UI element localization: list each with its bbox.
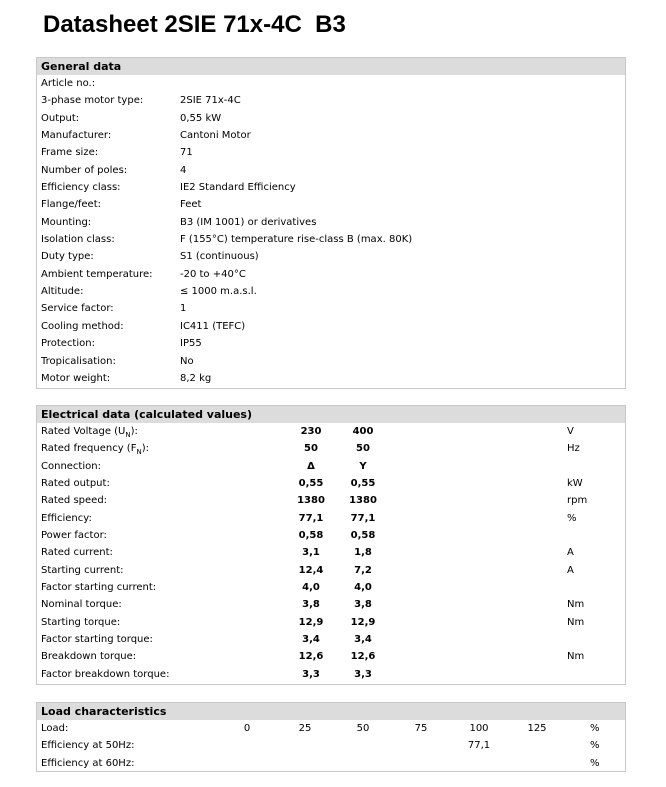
electrical-value-delta: 1380 [297,495,325,507]
load-cell: 50 [356,723,370,734]
electrical-label-text: Rated current: [41,547,113,559]
general-data-label: Duty type: [41,251,94,263]
general-data-row [37,127,625,144]
electrical-data-label [41,617,120,628]
general-data-row [37,318,625,335]
general-data-row [37,353,625,370]
load-cell: 75 [414,723,428,734]
general-data-label: Altitude: [41,286,84,298]
electrical-value-delta: 12,9 [298,616,324,628]
electrical-data-label [41,461,101,472]
electrical-value-star: 4,0 [354,582,372,594]
electrical-data-row [37,492,625,509]
electrical-label-suffix: ): [130,426,138,437]
electrical-data-label [41,478,110,489]
electrical-data-label [41,443,149,456]
electrical-data-section [36,405,626,685]
electrical-value-star: 400 [352,426,374,437]
electrical-label-text: Connection: [41,460,101,472]
electrical-label-suffix: ): [141,443,149,455]
general-data-value: Feet [180,199,202,211]
electrical-label-text: Rated output: [41,478,110,490]
general-data-label: Efficiency class: [41,182,121,194]
load-row-unit: % [590,740,600,752]
electrical-unit: % [567,512,577,524]
electrical-value-delta: 3,4 [302,634,320,646]
electrical-label-text: Starting current: [41,564,124,576]
electrical-label-text: Factor breakdown torque: [41,668,170,680]
electrical-data-row [37,648,625,665]
general-data-label: Article no.: [41,78,96,89]
electrical-data-label [41,669,169,680]
load-cell: 100 [469,723,489,734]
general-data-value: Cantoni Motor [180,130,251,142]
electrical-unit: rpm [567,495,588,507]
electrical-label-text: Power factor: [41,530,107,542]
load-row [37,720,625,737]
general-data-value: 8,2 kg [180,372,212,384]
general-data-label: Motor weight: [41,372,111,384]
electrical-value-star: 3,4 [354,634,372,646]
electrical-unit: Hz [567,443,580,455]
general-data-value: 71 [180,147,193,159]
general-data-value: 2SIE 71x-4C [180,95,241,107]
electrical-unit: V [567,426,574,437]
electrical-data-heading: Electrical data (calculated values) [37,406,625,423]
electrical-value-star: 77,1 [350,512,376,524]
load-cell: 77,1 [467,740,491,752]
general-data-label: Output: [41,112,80,124]
electrical-label-text: Factor starting torque: [41,634,153,646]
load-row-label: Efficiency at 50Hz: [41,740,135,752]
electrical-label-text: Breakdown torque: [41,651,137,663]
general-data-value: IP55 [180,338,202,350]
general-data-row [37,283,625,300]
electrical-data-row [37,510,625,527]
load-row-unit: % [590,723,600,734]
general-data-label: Service factor: [41,303,114,315]
load-cell: 0 [243,723,251,734]
electrical-value-delta: 12,4 [298,564,324,576]
page-title: Datasheet 2SIE 71x-4C B3 [43,11,346,38]
general-data-row [37,110,625,127]
electrical-data-label [41,565,124,576]
general-data-value: F (155°C) temperature rise-class B (max. 80K) [180,234,413,246]
electrical-value-delta: 4,0 [302,582,320,594]
general-data-label: Cooling method: [41,320,124,332]
general-data-row [37,266,625,283]
general-data-label: Ambient temperature: [41,268,153,280]
electrical-value-delta: 77,1 [298,512,324,524]
electrical-data-label [41,651,136,662]
electrical-value-delta: Δ [307,460,315,472]
electrical-data-row [37,527,625,544]
electrical-data-row [37,614,625,631]
electrical-value-star: 12,9 [350,616,376,628]
electrical-value-delta: 0,58 [298,530,324,542]
electrical-label-text: Factor starting current: [41,582,157,594]
electrical-value-star: 50 [356,443,370,455]
load-characteristics-section [36,702,626,772]
general-data-row [37,335,625,352]
electrical-value-delta: 3,3 [302,668,320,680]
general-data-heading: General data [37,58,625,75]
load-row-label: Efficiency at 60Hz: [41,757,135,769]
electrical-value-star: 1,8 [354,547,372,559]
electrical-data-row [37,544,625,561]
load-row-label: Load: [41,723,69,734]
general-data-section [36,57,626,389]
electrical-data-label [41,513,92,524]
general-data-row [37,248,625,265]
electrical-data-label [41,599,122,610]
general-data-row [37,214,625,231]
general-data-value: ≤ 1000 m.a.s.l. [180,286,257,298]
load-cell: 125 [527,723,547,734]
electrical-data-label [41,634,153,645]
general-data-row [37,75,625,92]
electrical-label-text: Rated speed: [41,495,108,507]
general-data-label: Mounting: [41,216,92,228]
load-row-unit: % [590,757,600,769]
electrical-value-delta: 50 [304,443,318,455]
electrical-unit: Nm [567,616,585,628]
electrical-value-star: 3,8 [354,599,372,611]
general-data-label: 3-phase motor type: [41,95,144,107]
electrical-label-subscript: N [125,431,131,439]
general-data-row [37,300,625,317]
electrical-label-text: Starting torque: [41,616,121,628]
electrical-label-text: Efficiency: [41,512,92,524]
electrical-data-row [37,458,625,475]
load-row [37,737,625,754]
general-data-row [37,144,625,161]
electrical-value-delta: 230 [300,426,322,437]
electrical-value-star: 7,2 [354,564,372,576]
electrical-unit: Nm [567,651,585,663]
general-data-row [37,196,625,213]
electrical-value-delta: 12,6 [298,651,324,663]
electrical-unit: kW [567,478,583,490]
electrical-value-star: 12,6 [350,651,376,663]
general-data-row [37,162,625,179]
general-data-value: -20 to +40°C [180,268,246,280]
electrical-unit: A [567,547,574,559]
electrical-value-star: 1380 [349,495,377,507]
general-data-value: 4 [180,164,187,176]
electrical-unit: A [567,564,574,576]
general-data-value: S1 (continuous) [180,251,259,263]
electrical-data-row [37,596,625,613]
electrical-data-row [37,631,625,648]
electrical-value-star: 3,3 [354,668,372,680]
electrical-value-star: Y [359,460,367,472]
electrical-label-text: Nominal torque: [41,599,122,611]
electrical-data-row [37,666,625,683]
general-data-label: Protection: [41,338,95,350]
electrical-data-label [41,582,156,593]
electrical-data-row [37,440,625,457]
general-data-value: IC411 (TEFC) [180,320,246,332]
general-data-row [37,370,625,387]
general-data-row [37,231,625,248]
general-data-label: Isolation class: [41,234,115,246]
electrical-data-row [37,423,625,440]
electrical-value-delta: 3,1 [302,547,320,559]
electrical-label-text: Rated Voltage (U [41,426,126,437]
load-cell: 25 [298,723,312,734]
general-data-value: No [180,355,194,367]
electrical-unit: Nm [567,599,585,611]
electrical-data-label [41,547,113,558]
general-data-row [37,92,625,109]
electrical-data-label [41,426,138,439]
general-data-value: B3 (IM 1001) or derivatives [180,216,317,228]
electrical-label-subscript: N [136,448,142,457]
electrical-value-delta: 0,55 [298,478,324,490]
electrical-value-star: 0,58 [350,530,376,542]
load-characteristics-heading: Load characteristics [37,703,625,720]
electrical-value-delta: 3,8 [302,599,320,611]
load-row [37,755,625,772]
electrical-data-row [37,562,625,579]
electrical-value-star: 0,55 [350,478,376,490]
electrical-data-row [37,475,625,492]
general-data-value: IE2 Standard Efficiency [180,182,296,194]
general-data-label: Manufacturer: [41,130,112,142]
electrical-data-label [41,495,107,506]
electrical-label-text: Rated frequency (F [41,443,137,455]
electrical-data-row [37,579,625,596]
general-data-label: Flange/feet: [41,199,101,211]
general-data-label: Number of poles: [41,164,128,176]
general-data-value: 1 [180,303,187,315]
general-data-label: Frame size: [41,147,99,159]
general-data-value: 0,55 kW [180,112,222,124]
general-data-row [37,179,625,196]
electrical-data-label [41,530,107,541]
general-data-label: Tropicalisation: [41,355,116,367]
